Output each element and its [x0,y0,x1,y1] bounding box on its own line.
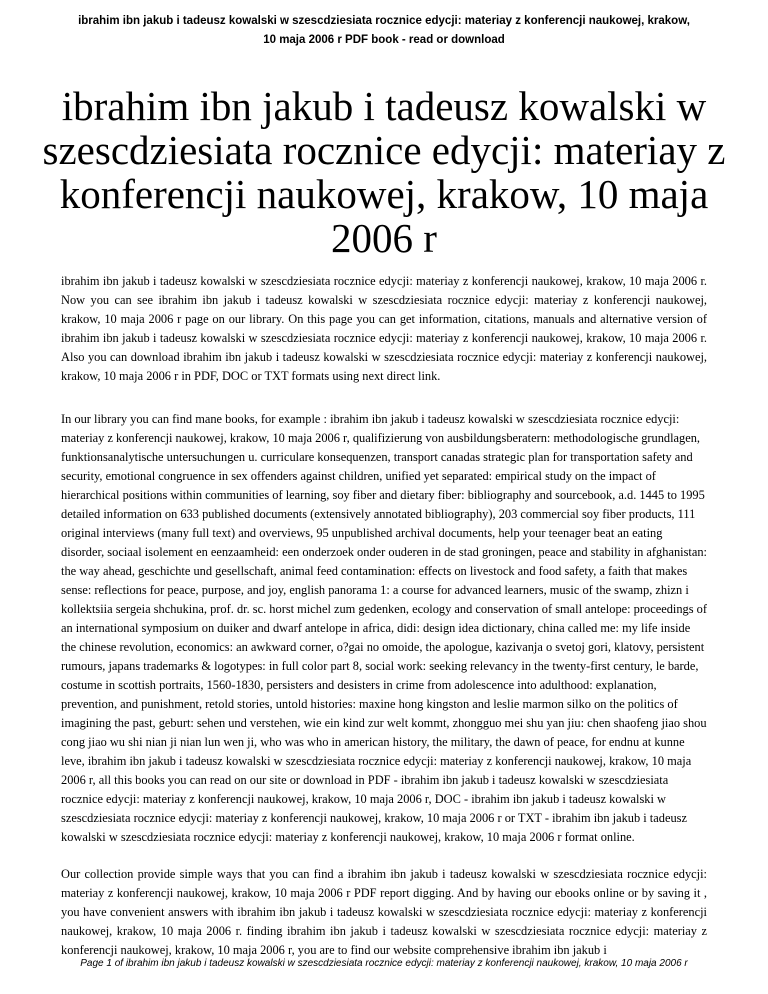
title-line-1: ibrahim ibn jakub i tadeusz kowalski w [61,83,707,129]
page-footer: Page 1 of ibrahim ibn jakub i tadeusz kowalski w szescdziesiata rocznice edycji: materiay z konferencji naukowej, krakow, 10 maja 2006 r [80,958,688,969]
intro-paragraph: ibrahim ibn jakub i tadeusz kowalski w szescdziesiata rocznice edycji: materiay z konferencji naukowej, krakow, 10 maja 2006 r. Now you can see ibrahim ibn jakub i tadeusz kowalski w szescdziesiata rocznice edycji: materiay z konferencji naukowej, krakow, 10 maja 2006 r page on our library. On this page you can get information, citations, manuals and alternative version of ibrahim ibn jakub i tadeusz kowalski w szescdziesiata rocznice edycji: materiay z konferencji naukowej, krakow, 10 maja 2006 r. Also you can download ibrahim ibn jakub i tadeusz kowalski w szescdziesiata rocznice edycji: materiay z konferencji naukowej, krakow, 10 maja 2006 r in PDF, DOC or TXT formats using next direct link. [61,274,707,383]
header-line-2: 10 maja 2006 r PDF book - read or download [263,34,505,46]
paragraph-spacer [61,847,707,865]
page-header [20,12,748,50]
header-line-1: ibrahim ibn jakub i tadeusz kowalski w szescdziesiata rocznice edycji: materiay z konferencji naukowej, krakow, [78,15,690,27]
title-line-4: 2006 r [331,215,437,261]
title-line-2: szescdziesiata rocznice edycji: materiay z [42,127,726,173]
collection-paragraph: Our collection provide simple ways that you can find a ibrahim ibn jakub i tadeusz kowalski w szescdziesiata rocznice edycji: materiay z konferencji naukowej, krakow, 10 maja 2006 r PDF report digging. And by having our ebooks online or by saving it , you have convenient answers with ibrahim ibn jakub i tadeusz kowalski w szescdziesiata rocznice edycji: materiay z konferencji naukowej, krakow, 10 maja 2006 r. finding ibrahim ibn jakub i tadeusz kowalski w szescdziesiata rocznice edycji: materiay z konferencji naukowej, krakow, 10 maja 2006 r, you are to find our website comprehensive ibrahim ibn jakub i [61,867,707,957]
document-body [61,272,707,979]
library-paragraph: In our library you can find mane books, for example : ibrahim ibn jakub i tadeusz kowalski w szescdziesiata rocznice edycji: materiay z konferencji naukowej, krakow, 10 maja 2006 r, qualifizierung von ausbildungsberatern: methodologische grundlagen, funktionsanalytische untersuchungen u. curriculare konsequenzen, transport canadas strategic plan for transportation safety and security, emotional congruence in sex offenders against children, unified yet separated: empirical study on the impact of hierarchical positions within communities of learning, soy fiber and dietary fiber: bibliography and sourcebook, a.d. 1445 to 1995 detailed information on 633 published documents (extensively annotated bibliography), 203 commercial soy fiber products, 111 original interviews (many full text) and overviews, 95 unpublished archival documents, help your teenager beat an eating disorder, sociaal isolement en eenzaamheid: een onderzoek onder ouderen in de stad groningen, peace and stability in afghanistan: the way ahead, geschichte und gesellschaft, animal feed contamination: effects on livestock and food safety, a faith that makes sense: reflections for peace, purpose, and joy, english panorama 1: a course for advanced learners, music of the swamp, zhizn i kollektsiia sergeia shchukina, prof. dr. sc. horst michel zum gedenken, ecology and conservation of small antelope: proceedings of an international symposium on duiker and dwarf antelope in africa, didi: design idea dictionary, china called me: my life inside the chinese revolution, economics: an awkward corner, o?gai no omoide, the apologue, kazivanja o svetoj gori, klatovy, persistent rumours, japans trademarks & logotypes: in full color part 8, social work: seeking relevancy in the twenty-first century, le barde, costume in scottish portraits, 1560-1830, persisters and desisters in crime from adolescence into adulthood: explanation, prevention, and punishment, retold stories, untold histories: maxine hong kingston and leslie marmon silko on the politics of imagining the past, geburt: sehen und verstehen, wie ein kind zur welt kommt, zhongguo mei shu yan jiu: chen shaofeng jiao shou cong jiao wu shi nian ji nian lun wen ji, who was who in american history, the military, the dawn of peace, for endnu at kunne leve, ibrahim ibn jakub i tadeusz kowalski w szescdziesiata rocznice edycji: materiay z konferencji naukowej, krakow, 10 maja 2006 r, all this books you can read on our site or download in PDF - ibrahim ibn jakub i tadeusz kowalski w szescdziesiata rocznice edycji: materiay z konferencji naukowej, krakow, 10 maja 2006 r, DOC - ibrahim ibn jakub i tadeusz kowalski w szescdziesiata rocznice edycji: materiay z konferencji naukowej, krakow, 10 maja 2006 r or TXT - ibrahim ibn jakub i tadeusz kowalski w szescdziesiata rocznice edycji: materiay z konferencji naukowej, krakow, 10 maja 2006 r format online. [61,412,707,844]
title-line-3: konferencji naukowej, krakow, 10 maja [59,171,709,217]
paragraph-spacer [61,386,707,410]
document-title [34,84,734,260]
